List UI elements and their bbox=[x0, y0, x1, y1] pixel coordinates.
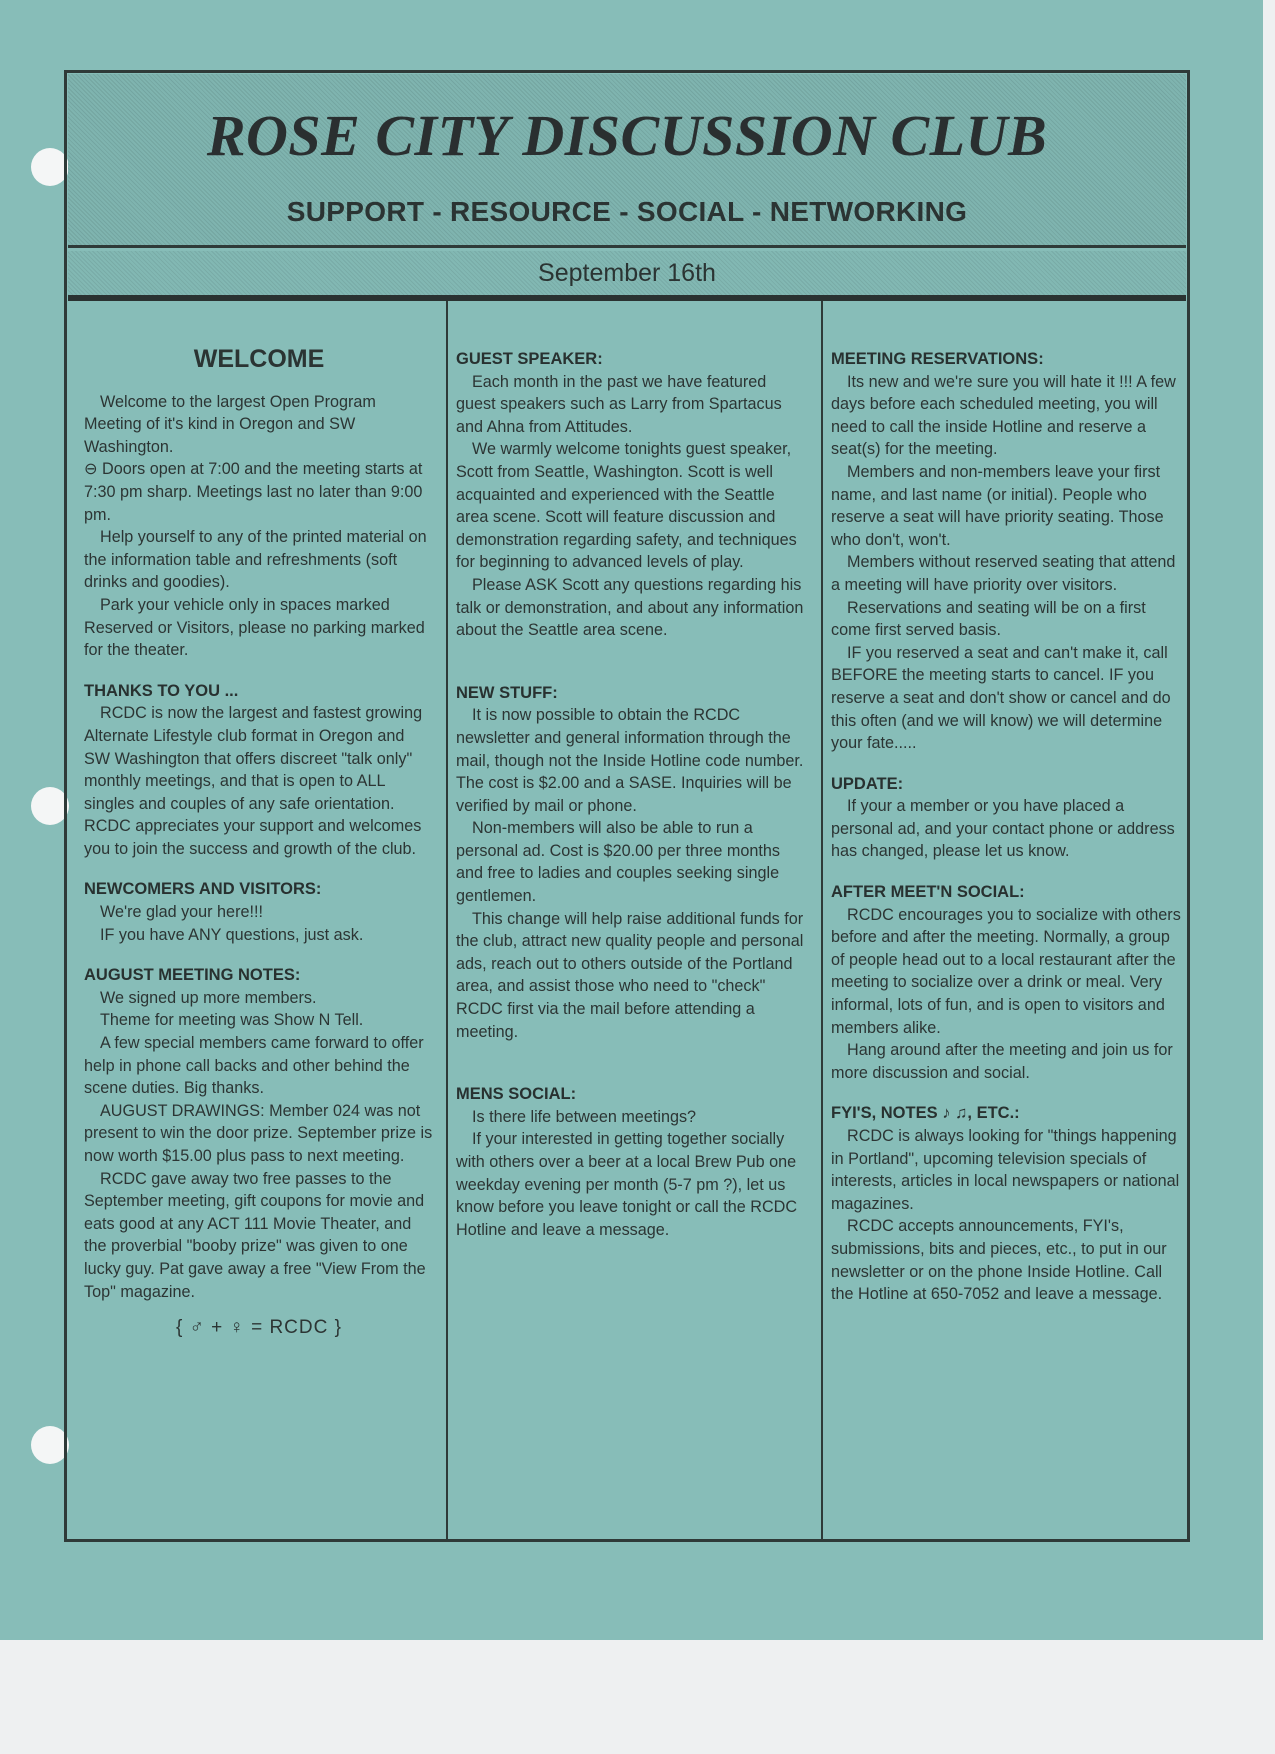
guest-speaker-paragraph: Each month in the past we have featured guest speakers such as Larry from Spartacus and Ahna from Attitudes. bbox=[456, 372, 782, 436]
reservations-heading: MEETING RESERVATIONS: bbox=[831, 350, 1044, 368]
welcome-paragraph: Park your vehicle only in spaces marked Reserved or Visitors, please no parking marked for the theater. bbox=[84, 595, 425, 660]
august-notes-paragraph: AUGUST DRAWINGS: Member 024 was not present to win the door prize. September prize is now worth $15.00 plus pass to next meeting. bbox=[84, 1101, 433, 1165]
mens-social-heading: MENS SOCIAL: bbox=[456, 1085, 577, 1104]
guest-speaker-paragraph: Please ASK Scott any questions regarding his talk or demonstration, and about any information about the Seattle area scene. bbox=[456, 575, 804, 640]
reservations-paragraph: Members and non-members leave your first name, and last name (or initial). People who reserve a seat will have priority seating. Those who don't, won't. bbox=[831, 462, 1164, 549]
thanks-paragraph: RCDC is now the largest and fastest growing Alternate Lifestyle club format in Oregon and SW Washington that offers discreet "talk only" monthly meetings, and that is open to ALL singles and couples of any safe orientation. RCDC appreciates your support and welcomes you to join the success and growth of the club. bbox=[84, 704, 423, 858]
reservations-paragraph: IF you reserved a seat and can't make it, call BEFORE the meeting starts to cancel. IF you reserve a seat and don't show or cancel and do this often (and we will know) we will determine your fate..... bbox=[831, 643, 1171, 753]
column-right bbox=[831, 348, 1181, 1306]
welcome-paragraph: ⊖ Doors open at 7:00 and the meeting starts at 7:30 pm sharp. Meetings last no later than 9:00 pm. bbox=[84, 460, 423, 524]
after-social-paragraph: Hang around after the meeting and join us for more discussion and social. bbox=[831, 1041, 1173, 1082]
rcdc-symbol-line: { ♂ + ♀ = RCDC } bbox=[176, 1317, 342, 1339]
after-social-paragraph: RCDC encourages you to socialize with others before and after the meeting. Normally, a group of people head out to a local restaurant after the meeting to socialize over a drink or meal. Very informal, lots of fun, and is open to visitors and members alike. bbox=[831, 905, 1181, 1037]
reservations-paragraph: Reservations and seating will be on a first come first served basis. bbox=[831, 598, 1146, 640]
fyi-paragraph: RCDC accepts announcements, FYI's, submissions, bits and pieces, etc., to put in our newsletter or on the phone Inside Hotline. Call the Hotline at 650-7052 and leave a message. bbox=[831, 1217, 1167, 1304]
issue-date: September 16th bbox=[538, 259, 716, 287]
column-divider bbox=[821, 301, 823, 1541]
guest-speaker-heading: GUEST SPEAKER: bbox=[456, 350, 603, 368]
august-notes-heading: AUGUST MEETING NOTES: bbox=[84, 966, 301, 985]
column-middle bbox=[456, 348, 810, 1241]
reservations-paragraph: Its new and we're sure you will hate it !!! A few days before each scheduled meeting, you will need to call the inside Hotline and reserve a seat(s) for the meeting. bbox=[831, 372, 1176, 459]
guest-speaker-paragraph: We warmly welcome tonights guest speaker, Scott from Seattle, Washington. Scott is well acquainted and experienced with the Seattle area scene. Scott will feature discussion and demonstration regarding safety, and techniques for beginning to advanced levels of play. bbox=[456, 440, 797, 572]
column-divider bbox=[446, 301, 448, 1541]
newcomers-paragraph: We're glad your here!!! bbox=[100, 903, 263, 922]
after-social-heading: AFTER MEET'N SOCIAL: bbox=[831, 883, 1025, 902]
fyi-paragraph: RCDC is always looking for "things happening in Portland", upcoming television specials of interests, articles in local newspapers or national magazines. bbox=[831, 1127, 1180, 1213]
august-notes-paragraph: We signed up more members. bbox=[100, 988, 317, 1007]
update-heading: UPDATE: bbox=[831, 774, 904, 793]
masthead bbox=[68, 74, 1186, 248]
new-stuff-heading: NEW STUFF: bbox=[456, 683, 558, 702]
column-left bbox=[84, 338, 434, 1340]
mens-social-paragraph: If your interested in getting together socially with others over a beer at a local Brew Pub one weekday evening per month (5-7 pm ?), let us know before you leave tonight or call the RCDC Hotline and leave a message. bbox=[456, 1130, 798, 1239]
newsletter-subtitle: SUPPORT - RESOURCE - SOCIAL - NETWORKING bbox=[286, 196, 968, 227]
new-stuff-paragraph: It is now possible to obtain the RCDC newsletter and general information through the mail, though not the Inside Hotline code number. The cost is $2.00 and a SASE. Inquiries will be verified by mail or phone. bbox=[456, 706, 804, 815]
august-notes-paragraph: RCDC gave away two free passes to the September meeting, gift coupons for movie and eats good at any ACT 111 Movie Theater, and the proverbial "booby prize" was given to one lucky guy. Pat gave away a free "View From the Top" magazine. bbox=[84, 1169, 426, 1301]
welcome-paragraph: Help yourself to any of the printed material on the information table and refreshments (soft drinks and goodies). bbox=[84, 528, 427, 592]
august-notes-paragraph: A few special members came forward to offer help in phone call backs and other behind the scene duties. Big thanks. bbox=[84, 1034, 424, 1098]
reservations-paragraph: Members without reserved seating that attend a meeting will have priority over visitors. bbox=[831, 553, 1176, 594]
welcome-paragraph: Welcome to the largest Open Program Meeting of it's kind in Oregon and SW Washington. bbox=[84, 392, 376, 456]
mens-social-paragraph: Is there life between meetings? bbox=[472, 1107, 697, 1126]
august-notes-paragraph: Theme for meeting was Show N Tell. bbox=[100, 1011, 364, 1030]
new-stuff-paragraph: This change will help raise additional funds for the club, attract new quality people and personal ads, reach out to others outside of the Portland area, and assist those who need to "check" RCDC first via the mail before attending a meeting. bbox=[456, 909, 804, 1041]
newcomers-paragraph: IF you have ANY questions, just ask. bbox=[100, 925, 364, 944]
update-paragraph: If your a member or you have placed a personal ad, and your contact phone or address has changed, please let us know. bbox=[831, 797, 1175, 861]
newsletter-title: ROSE CITY DISCUSSION CLUB bbox=[206, 103, 1048, 168]
thanks-heading: THANKS TO YOU ... bbox=[84, 681, 239, 700]
welcome-heading: WELCOME bbox=[193, 345, 325, 373]
fyi-heading: FYI'S, NOTES ♪ ♫, ETC.: bbox=[831, 1104, 1020, 1123]
new-stuff-paragraph: Non-members will also be able to run a personal ad. Cost is $20.00 per three months and free to ladies and couples seeking single gentlemen. bbox=[456, 819, 780, 906]
date-banner bbox=[68, 251, 1186, 301]
newcomers-heading: NEWCOMERS AND VISITORS: bbox=[84, 880, 322, 899]
